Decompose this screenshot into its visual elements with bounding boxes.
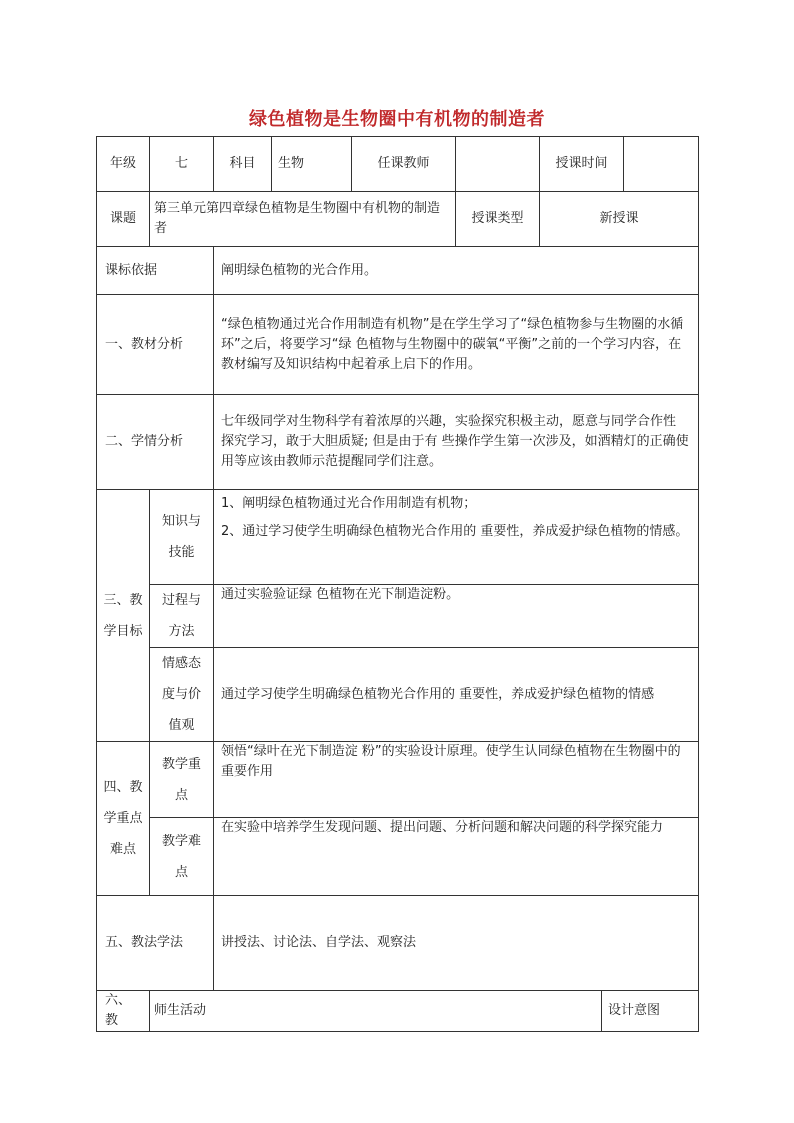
process-label: 过程与方法: [150, 585, 214, 648]
students-value: 七年级同学对生物科学有着浓厚的兴趣，实验探究积极主动，愿意与同学合作性 探究学习，敢于大胆质疑; 但是由于有 些操作学生第一次涉及，如酒精灯的正确使用等应该由教师示范提醒同学们注意。: [214, 395, 699, 490]
students-label: 二、学情分析: [97, 395, 214, 490]
emotion-value: 通过学习使学生明确绿色植物光合作用的 重要性，养成爱护绿色植物的情感: [214, 648, 699, 742]
subject-value: 生物: [272, 137, 352, 192]
standard-row: [97, 247, 699, 295]
objectives-label: 三、教学目标: [97, 490, 150, 742]
methods-value: 讲授法、讨论法、自学法、观察法: [214, 896, 699, 991]
process-section-label: 六、教: [97, 991, 150, 1032]
emotion-label: 情感态度与价值观: [150, 648, 214, 742]
focus-key-row: [97, 742, 699, 818]
info-row: [97, 137, 699, 192]
methods-row: [97, 896, 699, 991]
process-header-row: [97, 991, 699, 1032]
topic-value: 第三单元第四章绿色植物是生物圈中有机物的制造者: [150, 192, 456, 247]
focus-difficult-row: [97, 818, 699, 896]
subject-label: 科目: [214, 137, 272, 192]
textbook-row: [97, 295, 699, 395]
knowledge-line-2: 2、通过学习使学生明确绿色植物光合作用的 重要性，养成爱护绿色植物的情感。: [221, 524, 689, 539]
key-label: 教学重点: [150, 742, 214, 818]
objective-process-row: [97, 585, 699, 648]
time-value: [624, 137, 699, 192]
objective-emotion-row: [97, 648, 699, 742]
methods-label: 五、教法学法: [97, 896, 214, 991]
type-label: 授课类型: [456, 192, 540, 247]
objective-knowledge-row: [97, 490, 699, 585]
activity-header: 师生活动: [150, 991, 602, 1032]
focus-label: 四、教学重点难点: [97, 742, 150, 896]
key-value: 领悟“绿叶在光下制造淀 粉”的实验设计原理。使学生认同绿色植物在生物圈中的重要作用: [214, 742, 699, 818]
knowledge-label: 知识与技能: [150, 490, 214, 585]
standard-label: 课标依据: [97, 247, 214, 295]
time-label: 授课时间: [540, 137, 624, 192]
topic-row: [97, 192, 699, 247]
difficult-label: 教学难点: [150, 818, 214, 896]
students-row: [97, 395, 699, 490]
textbook-label: 一、教材分析: [97, 295, 214, 395]
process-value: 通过实验验证绿 色植物在光下制造淀粉。: [214, 585, 699, 648]
grade-label: 年级: [97, 137, 150, 192]
knowledge-value: [214, 490, 699, 585]
type-value: 新授课: [540, 192, 699, 247]
intent-header: 设计意图: [602, 991, 699, 1032]
teacher-label: 任课教师: [352, 137, 456, 192]
lesson-plan-table: [96, 136, 699, 1032]
knowledge-line-1: 1、阐明绿色植物通过光合作用制造有机物；: [221, 496, 477, 511]
topic-label: 课题: [97, 192, 150, 247]
textbook-value: “绿色植物通过光合作用制造有机物”是在学生学习了“绿色植物参与生物圈的水循环”之后，将要学习“绿 色植物与生物圈中的碳氧“平衡”之前的一个学习内容，在教材编写及知识结构中起着承上启下的作用。: [214, 295, 699, 395]
grade-value: 七: [150, 137, 214, 192]
teacher-value: [456, 137, 540, 192]
difficult-value: 在实验中培养学生发现问题、提出问题、分析问题和解决问题的科学探究能力: [214, 818, 699, 896]
page-title: 绿色植物是生物圈中有机物的制造者: [249, 109, 545, 130]
standard-value: 阐明绿色植物的光合作用。: [214, 247, 699, 295]
